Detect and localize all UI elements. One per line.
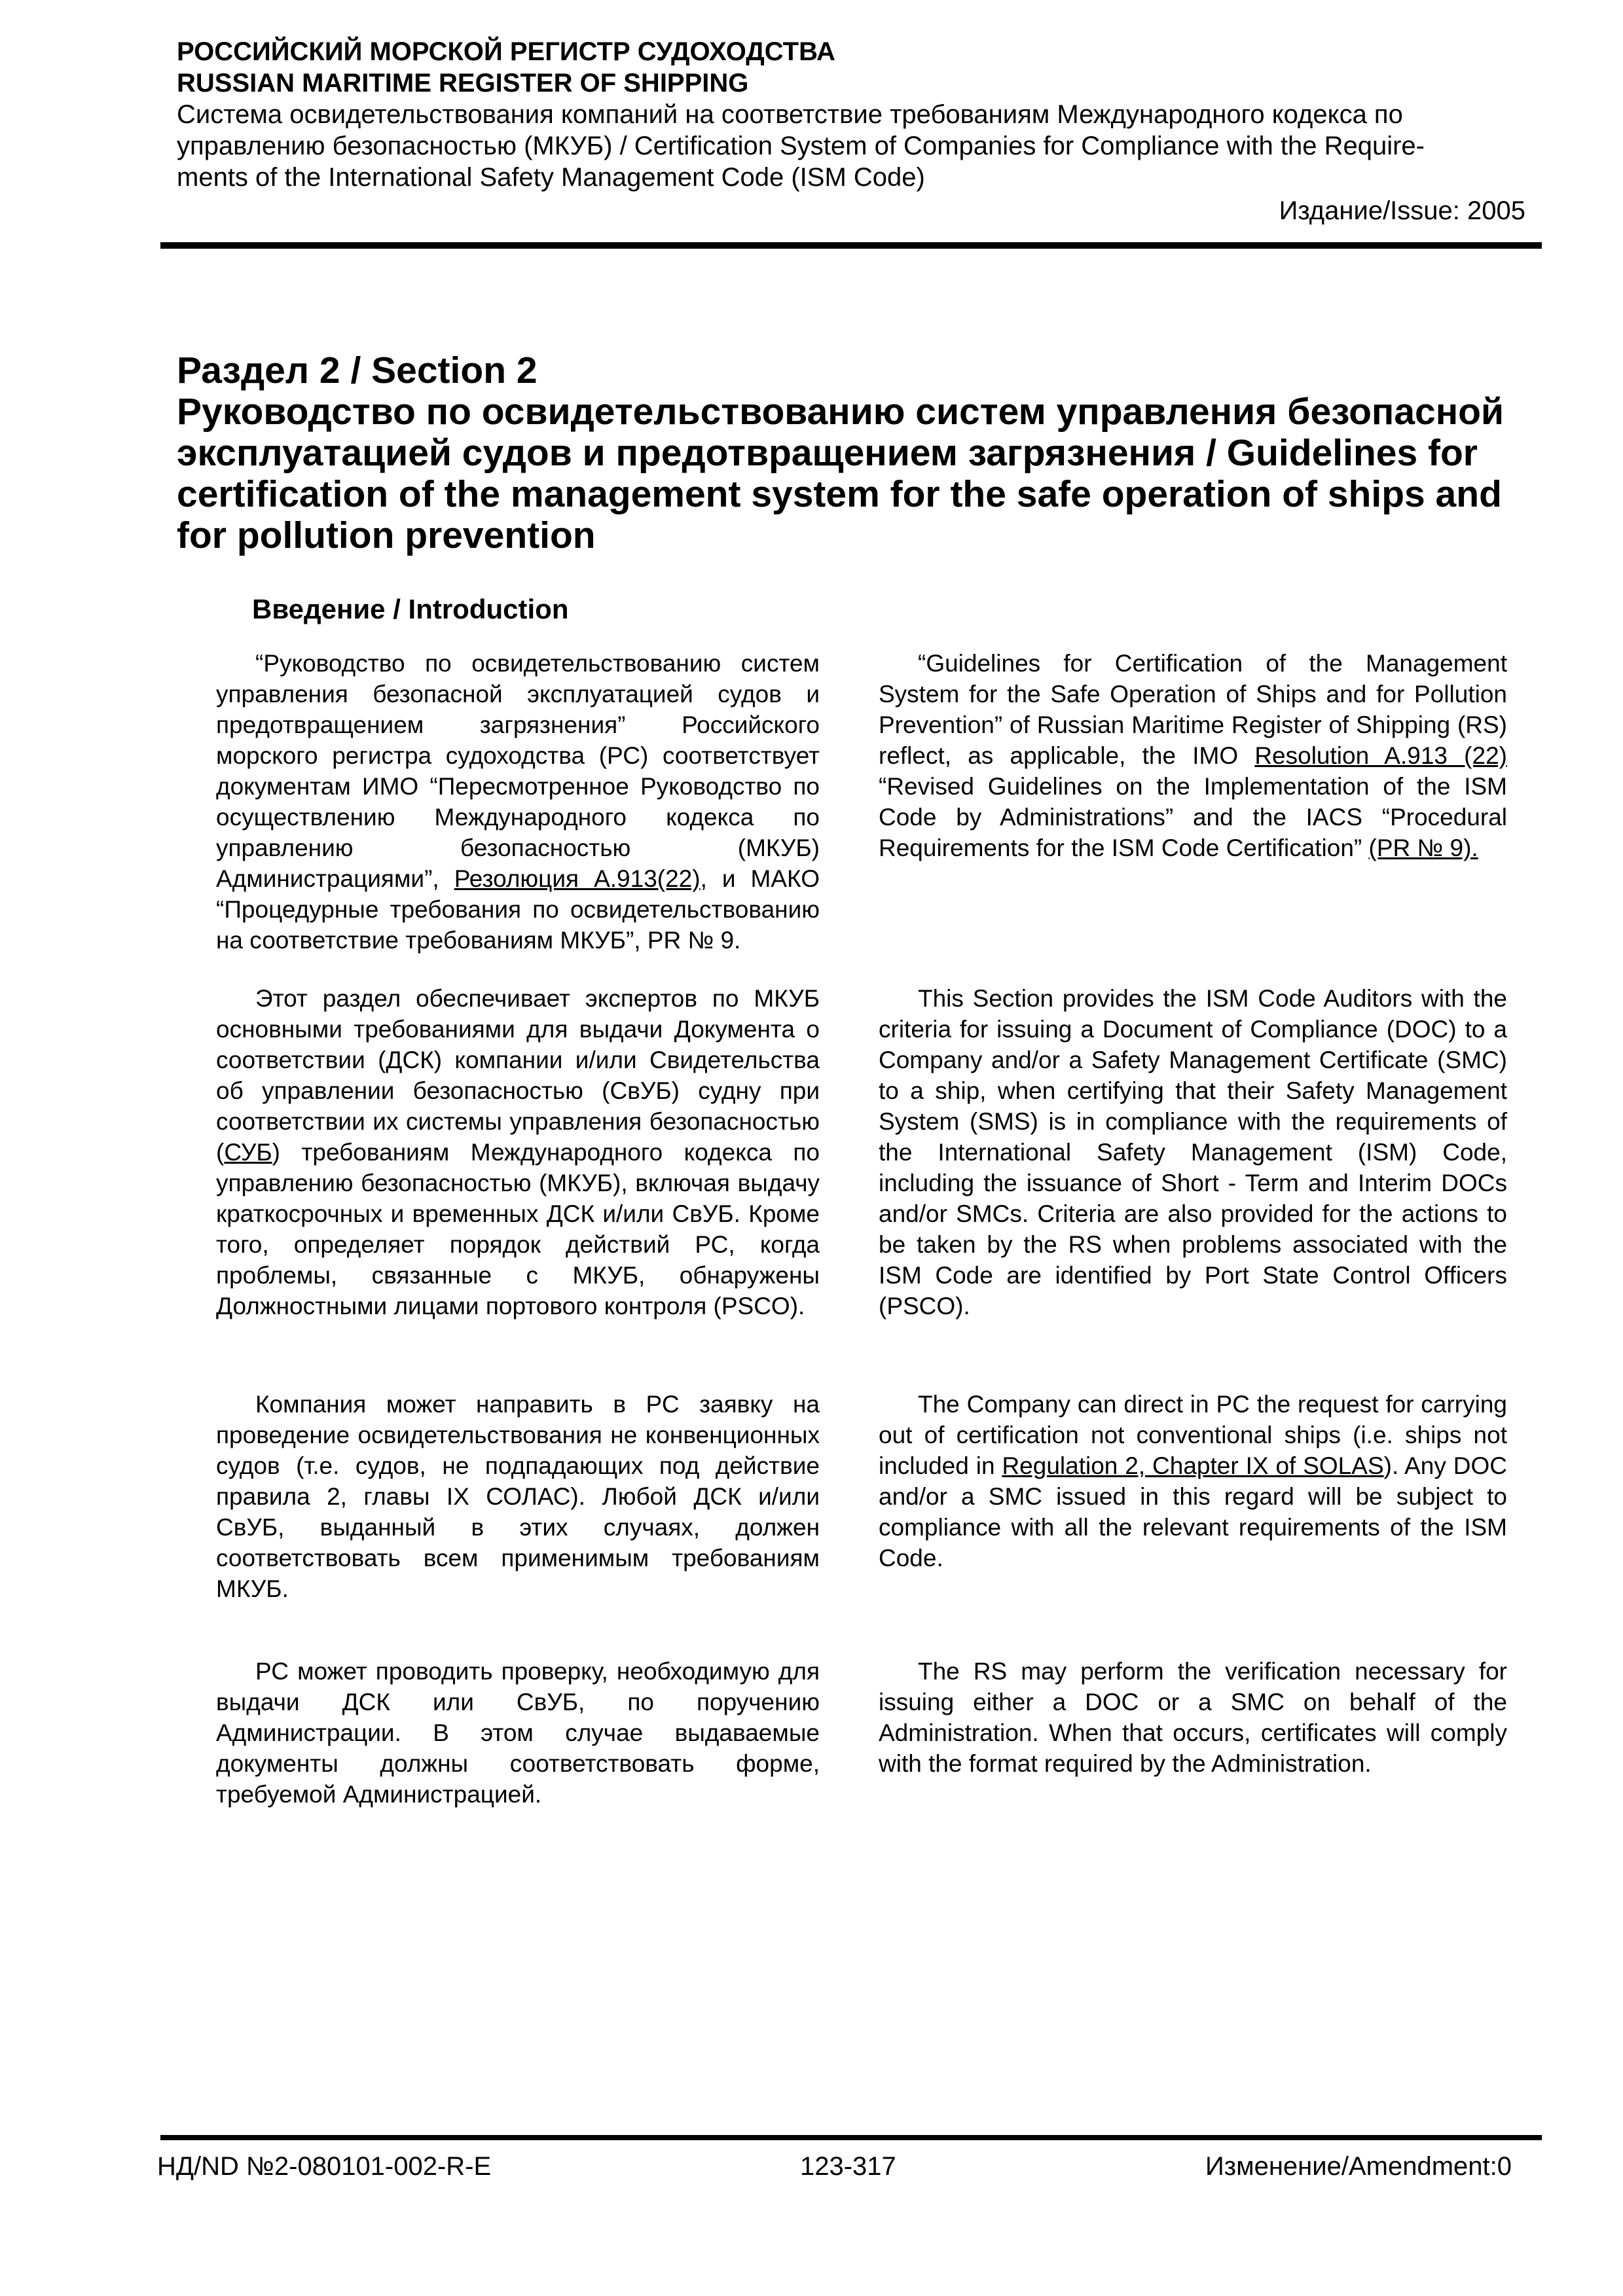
page-header: [177, 36, 1525, 225]
russian-column-p4: [216, 1656, 820, 1810]
en-paragraph-4: The RS may perform the verification necessary for issuing either a DOC or a SMC on behalf of the Administration. When that occurs, certificates will comply with the format required by the Administration.: [879, 1658, 1507, 1777]
footer-divider: [160, 2135, 1542, 2140]
en-paragraph-3: The Company can direct in PC the request for carrying out of certification not conventional ships (i.e. ships not included in Regulation 2, Chapter IX of SOLAS). Any DOC and/or a SMC issued in this regard will be subject to compliance with all the relevant requirements of the ISM Code.: [879, 1391, 1507, 1571]
section-title: Руководство по освидетельствованию систем управления безопасной эксплуатацией судов и предотвращением загрязнения / Guidelines for certification of the management system for the safe operation of ships and for pollution prevention: [177, 391, 1504, 556]
system-title-line1: Система освидетельствования компаний на соответствие требованиям Международного кодекса по: [177, 100, 1403, 129]
header-divider: [160, 242, 1542, 249]
register-name-en: RUSSIAN MARITIME REGISTER OF SHIPPING: [177, 69, 749, 98]
section-heading: [177, 350, 1525, 556]
ru-paragraph-1: “Руководство по освидетельствованию систем управления безопасной эксплуатацией судов и предотвращением загрязнения” Российского морского регистра судоходства (РС) соответствует документам ИМО “Пересмотренное Руководство по осуществлению Международного кодекса по управлению безопасностью (МКУБ) Администрациями”, Резолюция А.913(22), и МАКО “Процедурные требования по освидетельствованию на соответствие требованиям МКУБ”, PR № 9.: [216, 650, 820, 954]
russian-column: [216, 648, 820, 956]
amendment-label: Изменение/Amendment:0: [1205, 2152, 1512, 2181]
ru-paragraph-4: РС может проводить проверку, необходимую для выдачи ДСК или СвУБ, по поручению Администрации. В этом случае выдаваемые документы должны соответствовать форме, требуемой Администрацией.: [216, 1658, 820, 1808]
en-paragraph-1: “Guidelines for Certification of the Management System for the Safe Operation of Ships and for Pollution Prevention” of Russian Maritime Register of Shipping (RS) reflect, as applicable, the IMO Resolution A.913 (22) “Revised Guidelines on the Implementation of the ISM Code by Administrations” and the IACS “Procedural Requirements for the ISM Code Certification” (PR № 9).: [879, 650, 1507, 861]
system-title-line3: ments of the International Safety Management Code (ISM Code): [177, 163, 925, 192]
russian-column-p2: [216, 983, 820, 1321]
document-number: НД/ND №2-080101-002-R-E: [157, 2152, 492, 2181]
resolution-link-en[interactable]: Resolution A.913 (22): [1254, 742, 1507, 769]
english-column-p2: [879, 983, 1507, 1321]
register-name-ru: РОССИЙСКИЙ МОРСКОЙ РЕГИСТР СУДОХОДСТВА: [177, 37, 835, 66]
section-number: Раздел 2 / Section 2: [177, 350, 538, 391]
english-column-p3: [879, 1389, 1507, 1573]
pr9-link-en[interactable]: (PR № 9).: [1368, 834, 1478, 861]
system-title-line2: управлению безопасностью (МКУБ) / Certification System of Companies for Compliance with the Require-: [177, 132, 1425, 160]
english-column: [879, 648, 1507, 863]
resolution-link-ru[interactable]: Резолюция А.913(22): [454, 865, 701, 892]
page-number: 123-317: [800, 2152, 896, 2181]
russian-column-p3: [216, 1389, 820, 1604]
english-column-p4: [879, 1656, 1507, 1779]
issue-label: Издание/Issue: 2005: [1279, 196, 1525, 225]
ru-paragraph-2: Этот раздел обеспечивает экспертов по МКУБ основными требованиями для выдачи Документа о соответствии (ДСК) компании и/или Свидетельства об управлении безопасностью (СвУБ) судну при соответствии их системы управления безопасностью (СУБ) требованиям Международного кодекса по управлению безопасностью (МКУБ), включая выдачу краткосрочных и временных ДСК и/или СвУБ. Кроме того, определяет порядок действий РС, когда проблемы, связанные с МКУБ, обнаружены Должностными лицами портового контроля (PSCO).: [216, 985, 820, 1319]
solas-link-en[interactable]: Regulation 2, Chapter IX of SOLAS: [1002, 1452, 1384, 1479]
ru-paragraph-3: Компания может направить в РС заявку на проведение освидетельствования не конвенционных судов (т.е. судов, не подпадающих под действие правила 2, главы IX СОЛАС). Любой ДСК и/или СвУБ, выданный в этих случаях, должен соответствовать всем применимым требованиям МКУБ.: [216, 1391, 820, 1602]
sms-link-ru[interactable]: СУБ: [224, 1139, 272, 1166]
introduction-heading: Введение / Introduction: [252, 594, 569, 624]
en-paragraph-2: This Section provides the ISM Code Auditors with the criteria for issuing a Document of Compliance (DOC) to a Company and/or a Safety Management Certificate (SMC) to a ship, when certifying that their Safety Management System (SMS) is in compliance with the requirements of the International Safety Management (ISM) Code, including the issuance of Short - Term and Interim DOCs and/or SMCs. Criteria are also provided for the actions to be taken by the RS when problems associated with the ISM Code are identified by Port State Control Officers (PSCO).: [879, 985, 1507, 1319]
